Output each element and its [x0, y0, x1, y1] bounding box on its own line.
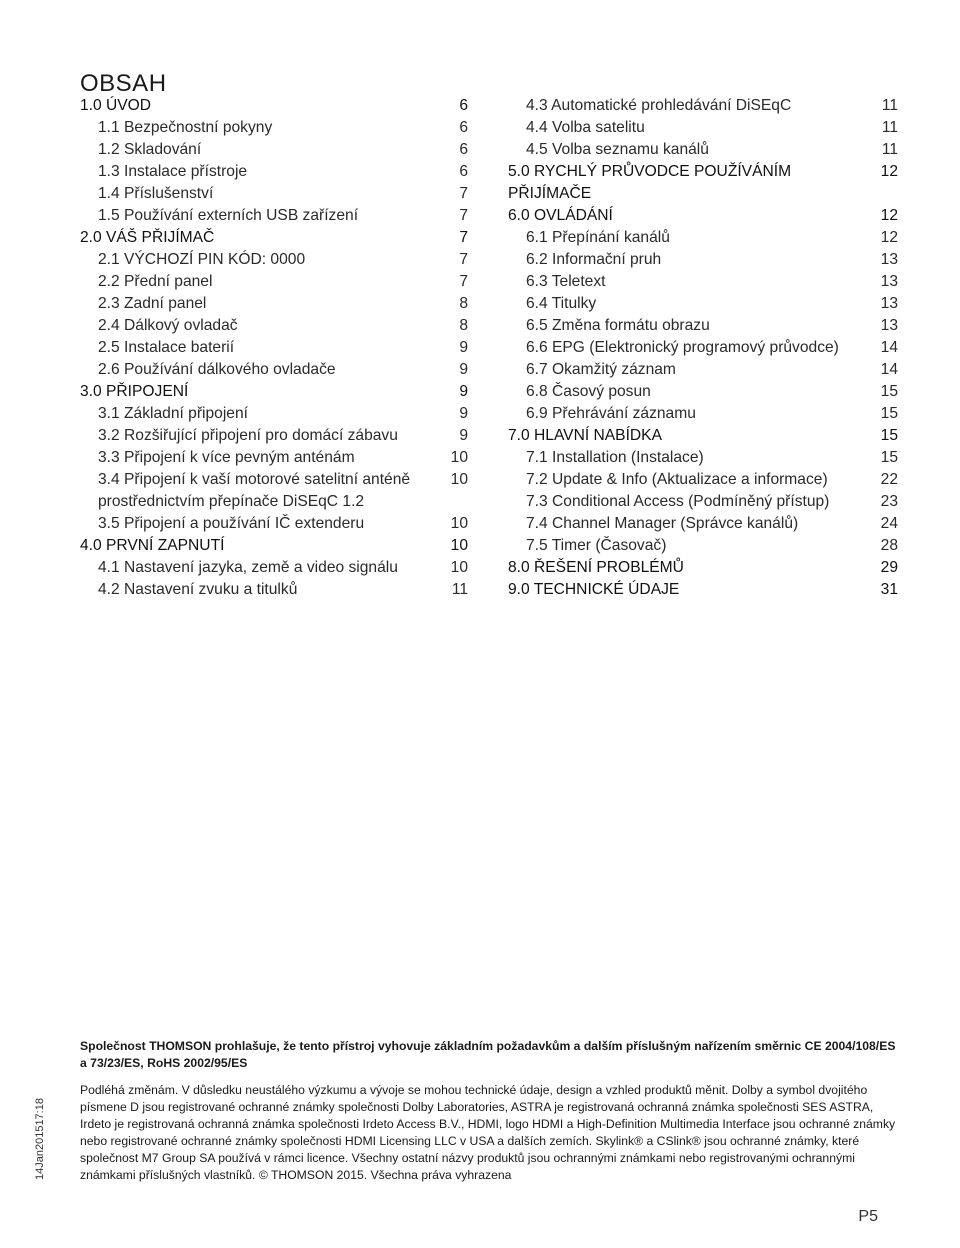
toc-entry-label: 5.0 RYCHLÝ PRŮVODCE POUŽÍVÁNÍM PŘIJÍMAČE	[508, 163, 792, 202]
toc-entry	[80, 447, 468, 469]
toc-entry	[80, 469, 468, 513]
toc-entry	[80, 205, 468, 227]
toc-entry	[508, 139, 898, 161]
toc-entry	[80, 271, 468, 293]
toc-entry-page: 6	[459, 97, 468, 114]
toc-entry-page: 11	[881, 97, 898, 114]
toc-entry-page: 13	[880, 273, 898, 290]
toc-entry-label: 2.2 Přední panel	[98, 273, 213, 290]
toc-entry	[80, 403, 468, 425]
toc-entry-page: 7	[459, 207, 468, 224]
toc-entry-page: 12	[880, 207, 898, 224]
toc-entry	[80, 139, 468, 161]
toc-entry-page: 9	[459, 405, 468, 422]
toc-entry-label: 2.5 Instalace baterií	[98, 339, 235, 356]
toc-entry-label: 2.1 VÝCHOZÍ PIN KÓD: 0000	[98, 251, 306, 268]
toc-entry	[508, 469, 898, 491]
toc-entry-label: 4.0 PRVNÍ ZAPNUTÍ	[80, 537, 225, 554]
toc-entry	[508, 205, 898, 227]
toc-entry-label: 6.6 EPG (Elektronický programový průvodce)	[526, 339, 839, 356]
toc-entry-page: 6	[459, 141, 468, 158]
toc-entry	[508, 491, 898, 513]
page-title: OBSAH	[80, 70, 167, 98]
toc-entry-label: 1.4 Příslušenství	[98, 185, 214, 202]
toc-entry-label: 2.3 Zadní panel	[98, 295, 207, 312]
toc-entry	[508, 271, 898, 293]
toc-entry	[508, 161, 898, 205]
toc-entry	[80, 579, 468, 601]
toc-entry-label: 4.5 Volba seznamu kanálů	[526, 141, 709, 158]
toc-entry-page: 15	[880, 427, 898, 444]
toc-entry	[80, 359, 468, 381]
toc-entry-page: 13	[880, 251, 898, 268]
toc-entry-label: 3.4 Připojení k vaší motorové satelitní anténě prostřednictvím přepínače DiSEqC 1.2	[98, 471, 411, 510]
toc-entry	[80, 183, 468, 205]
toc-entry	[508, 513, 898, 535]
toc-entry-page: 15	[880, 383, 898, 400]
toc-entry-label: 7.3 Conditional Access (Podmíněný přístup)	[526, 493, 830, 510]
toc-entry-label: 1.5 Používání externích USB zařízení	[98, 207, 359, 224]
toc-entry-label: 2.0 VÁŠ PŘIJÍMAČ	[80, 229, 215, 246]
toc-entry-label: 2.6 Používání dálkového ovladače	[98, 361, 336, 378]
toc-entry-page: 7	[459, 229, 468, 246]
toc-entry-page: 10	[450, 537, 468, 554]
toc-entry	[508, 557, 898, 579]
toc-entry-label: 7.5 Timer (Časovač)	[526, 537, 667, 554]
toc-entry-page: 11	[451, 581, 468, 598]
toc-entry-page: 9	[459, 427, 468, 444]
toc-entry	[508, 425, 898, 447]
toc-entry-label: 6.8 Časový posun	[526, 383, 651, 400]
toc-entry-page: 14	[880, 361, 898, 378]
toc-entry-label: 1.3 Instalace přístroje	[98, 163, 248, 180]
toc-entry	[508, 293, 898, 315]
toc-entry-label: 8.0 ŘEŠENÍ PROBLÉMŮ	[508, 559, 684, 576]
toc-entry-label: 6.9 Přehrávání záznamu	[526, 405, 696, 422]
toc-entry-page: 24	[880, 515, 898, 532]
legal-notice: Podléhá změnám. V důsledku neustálého výzkumu a vývoje se mohou technické údaje, design a vzhled produktů měnit. Dolby a symbol dvojitého písmene D jsou registrované ochranné známky společnosti Dolby Laboratories, ASTRA je registrovaná ochranná známka společnosti SES ASTRA, Irdeto je registrovaná ochranná známka společnosti Irdeto Access B.V., HDMI, logo HDMI a High-Definition Multimedia Interface jsou ochranné známky nebo registrované ochranné známky společnosti HDMI Licensing LLC v USA a dalších zemích. Skylink® a CSlink® jsou ochranné známky, které společnost M7 Group SA používá v rámci licence. Všechny ostatní názvy produktů jsou ochrannými známkami nebo registrovanými ochrannými známkami příslušných vlastníků. © THOMSON 2015. Všechna práva vyhrazena	[80, 1083, 896, 1182]
toc-entry	[80, 315, 468, 337]
toc-entry	[80, 557, 468, 579]
toc-entry-label: 3.0 PŘIPOJENÍ	[80, 383, 189, 400]
toc-entry-page: 14	[880, 339, 898, 356]
toc-entry-label: 7.2 Update & Info (Aktualizace a informace)	[526, 471, 828, 488]
toc-entry-page: 13	[880, 317, 898, 334]
toc-entry-page: 8	[459, 317, 468, 334]
toc-entry	[80, 293, 468, 315]
toc-entry-label: 6.4 Titulky	[526, 295, 597, 312]
toc-entry-label: 6.5 Změna formátu obrazu	[526, 317, 710, 334]
toc-entry-label: 6.0 OVLÁDÁNÍ	[508, 207, 613, 224]
toc-entry-label: 1.1 Bezpečnostní pokyny	[98, 119, 273, 136]
toc-entry	[80, 227, 468, 249]
toc-entry-label: 6.1 Přepínání kanálů	[526, 229, 670, 246]
toc-entry-label: 6.3 Teletext	[526, 273, 606, 290]
toc-entry-label: 7.4 Channel Manager (Správce kanálů)	[526, 515, 799, 532]
toc-entry	[80, 513, 468, 535]
toc-entry-label: 6.2 Informační pruh	[526, 251, 662, 268]
toc-entry-label: 2.4 Dálkový ovladač	[98, 317, 238, 334]
toc-entry-page: 29	[880, 559, 898, 576]
toc-entry-label: 7.1 Installation (Instalace)	[526, 449, 704, 466]
toc-entry	[80, 381, 468, 403]
disclaimer-block	[80, 1038, 900, 1184]
toc-entry-page: 7	[459, 185, 468, 202]
toc-entry-page: 7	[459, 273, 468, 290]
toc-entry-page: 15	[880, 405, 898, 422]
toc-entry-page: 10	[450, 471, 468, 488]
toc-entry	[508, 359, 898, 381]
toc-entry-page: 11	[881, 119, 898, 136]
toc-entry-label: 3.2 Rozšiřující připojení pro domácí zábavu	[98, 427, 398, 444]
toc-entry	[508, 403, 898, 425]
toc-entry-label: 4.1 Nastavení jazyka, země a video signálu	[98, 559, 398, 576]
toc-entry-page: 9	[459, 383, 468, 400]
page-number: P5	[858, 1208, 878, 1225]
toc-entry	[80, 425, 468, 447]
toc-entry-page: 10	[450, 449, 468, 466]
toc-entry-page: 6	[459, 163, 468, 180]
toc-entry	[80, 161, 468, 183]
toc-entry-page: 10	[450, 515, 468, 532]
print-code: 14Jan201517:18	[34, 1098, 46, 1180]
toc-entry	[80, 337, 468, 359]
toc-right-column	[508, 95, 898, 601]
toc-entry-page: 10	[450, 559, 468, 576]
toc-entry-label: 7.0 HLAVNÍ NABÍDKA	[508, 427, 662, 444]
toc-entry-page: 13	[880, 295, 898, 312]
toc-entry	[80, 95, 468, 117]
toc-entry	[508, 447, 898, 469]
toc-entry-label: 3.3 Připojení k více pevným anténám	[98, 449, 355, 466]
toc-entry-label: 3.1 Základní připojení	[98, 405, 248, 422]
toc-entry	[508, 535, 898, 557]
toc-entry	[508, 579, 898, 601]
toc-entry-page: 12	[880, 229, 898, 246]
toc-entry	[80, 535, 468, 557]
toc-left-column	[80, 95, 468, 601]
toc-entry-label: 4.3 Automatické prohledávání DiSEqC	[526, 97, 792, 114]
toc-entry-page: 23	[880, 493, 898, 510]
toc-entry-page: 31	[880, 581, 898, 598]
toc-entry-page: 6	[459, 119, 468, 136]
toc-entry	[80, 249, 468, 271]
toc-entry-label: 4.4 Volba satelitu	[526, 119, 645, 136]
toc-entry-label: 9.0 TECHNICKÉ ÚDAJE	[508, 581, 680, 598]
toc-entry-page: 7	[459, 251, 468, 268]
toc-entry-label: 3.5 Připojení a používání IČ extenderu	[98, 515, 365, 532]
toc-entry	[508, 337, 898, 359]
toc-entry	[508, 249, 898, 271]
ce-declaration: Společnost THOMSON prohlašuje, že tento přístroj vyhovuje základním požadavkům a dalším příslušným nařízením směrnic CE 2004/108/ES a 73/23/ES, RoHS 2002/95/ES	[80, 1039, 896, 1070]
toc-entry-page: 28	[880, 537, 898, 554]
toc-entry	[508, 117, 898, 139]
toc-entry-page: 22	[880, 471, 898, 488]
toc-entry-label: 1.2 Skladování	[98, 141, 202, 158]
toc-entry	[80, 117, 468, 139]
toc-entry-label: 4.2 Nastavení zvuku a titulků	[98, 581, 298, 598]
toc-entry-page: 9	[459, 361, 468, 378]
toc-entry-page: 12	[880, 163, 898, 180]
toc-entry-label: 6.7 Okamžitý záznam	[526, 361, 676, 378]
toc-entry-page: 8	[459, 295, 468, 312]
toc-entry-page: 9	[459, 339, 468, 356]
toc-entry	[508, 315, 898, 337]
toc-entry-page: 11	[881, 141, 898, 158]
toc-entry-label: 1.0 ÚVOD	[80, 97, 152, 114]
toc-entry	[508, 227, 898, 249]
toc-entry-page: 15	[880, 449, 898, 466]
toc-entry	[508, 381, 898, 403]
toc-entry	[508, 95, 898, 117]
